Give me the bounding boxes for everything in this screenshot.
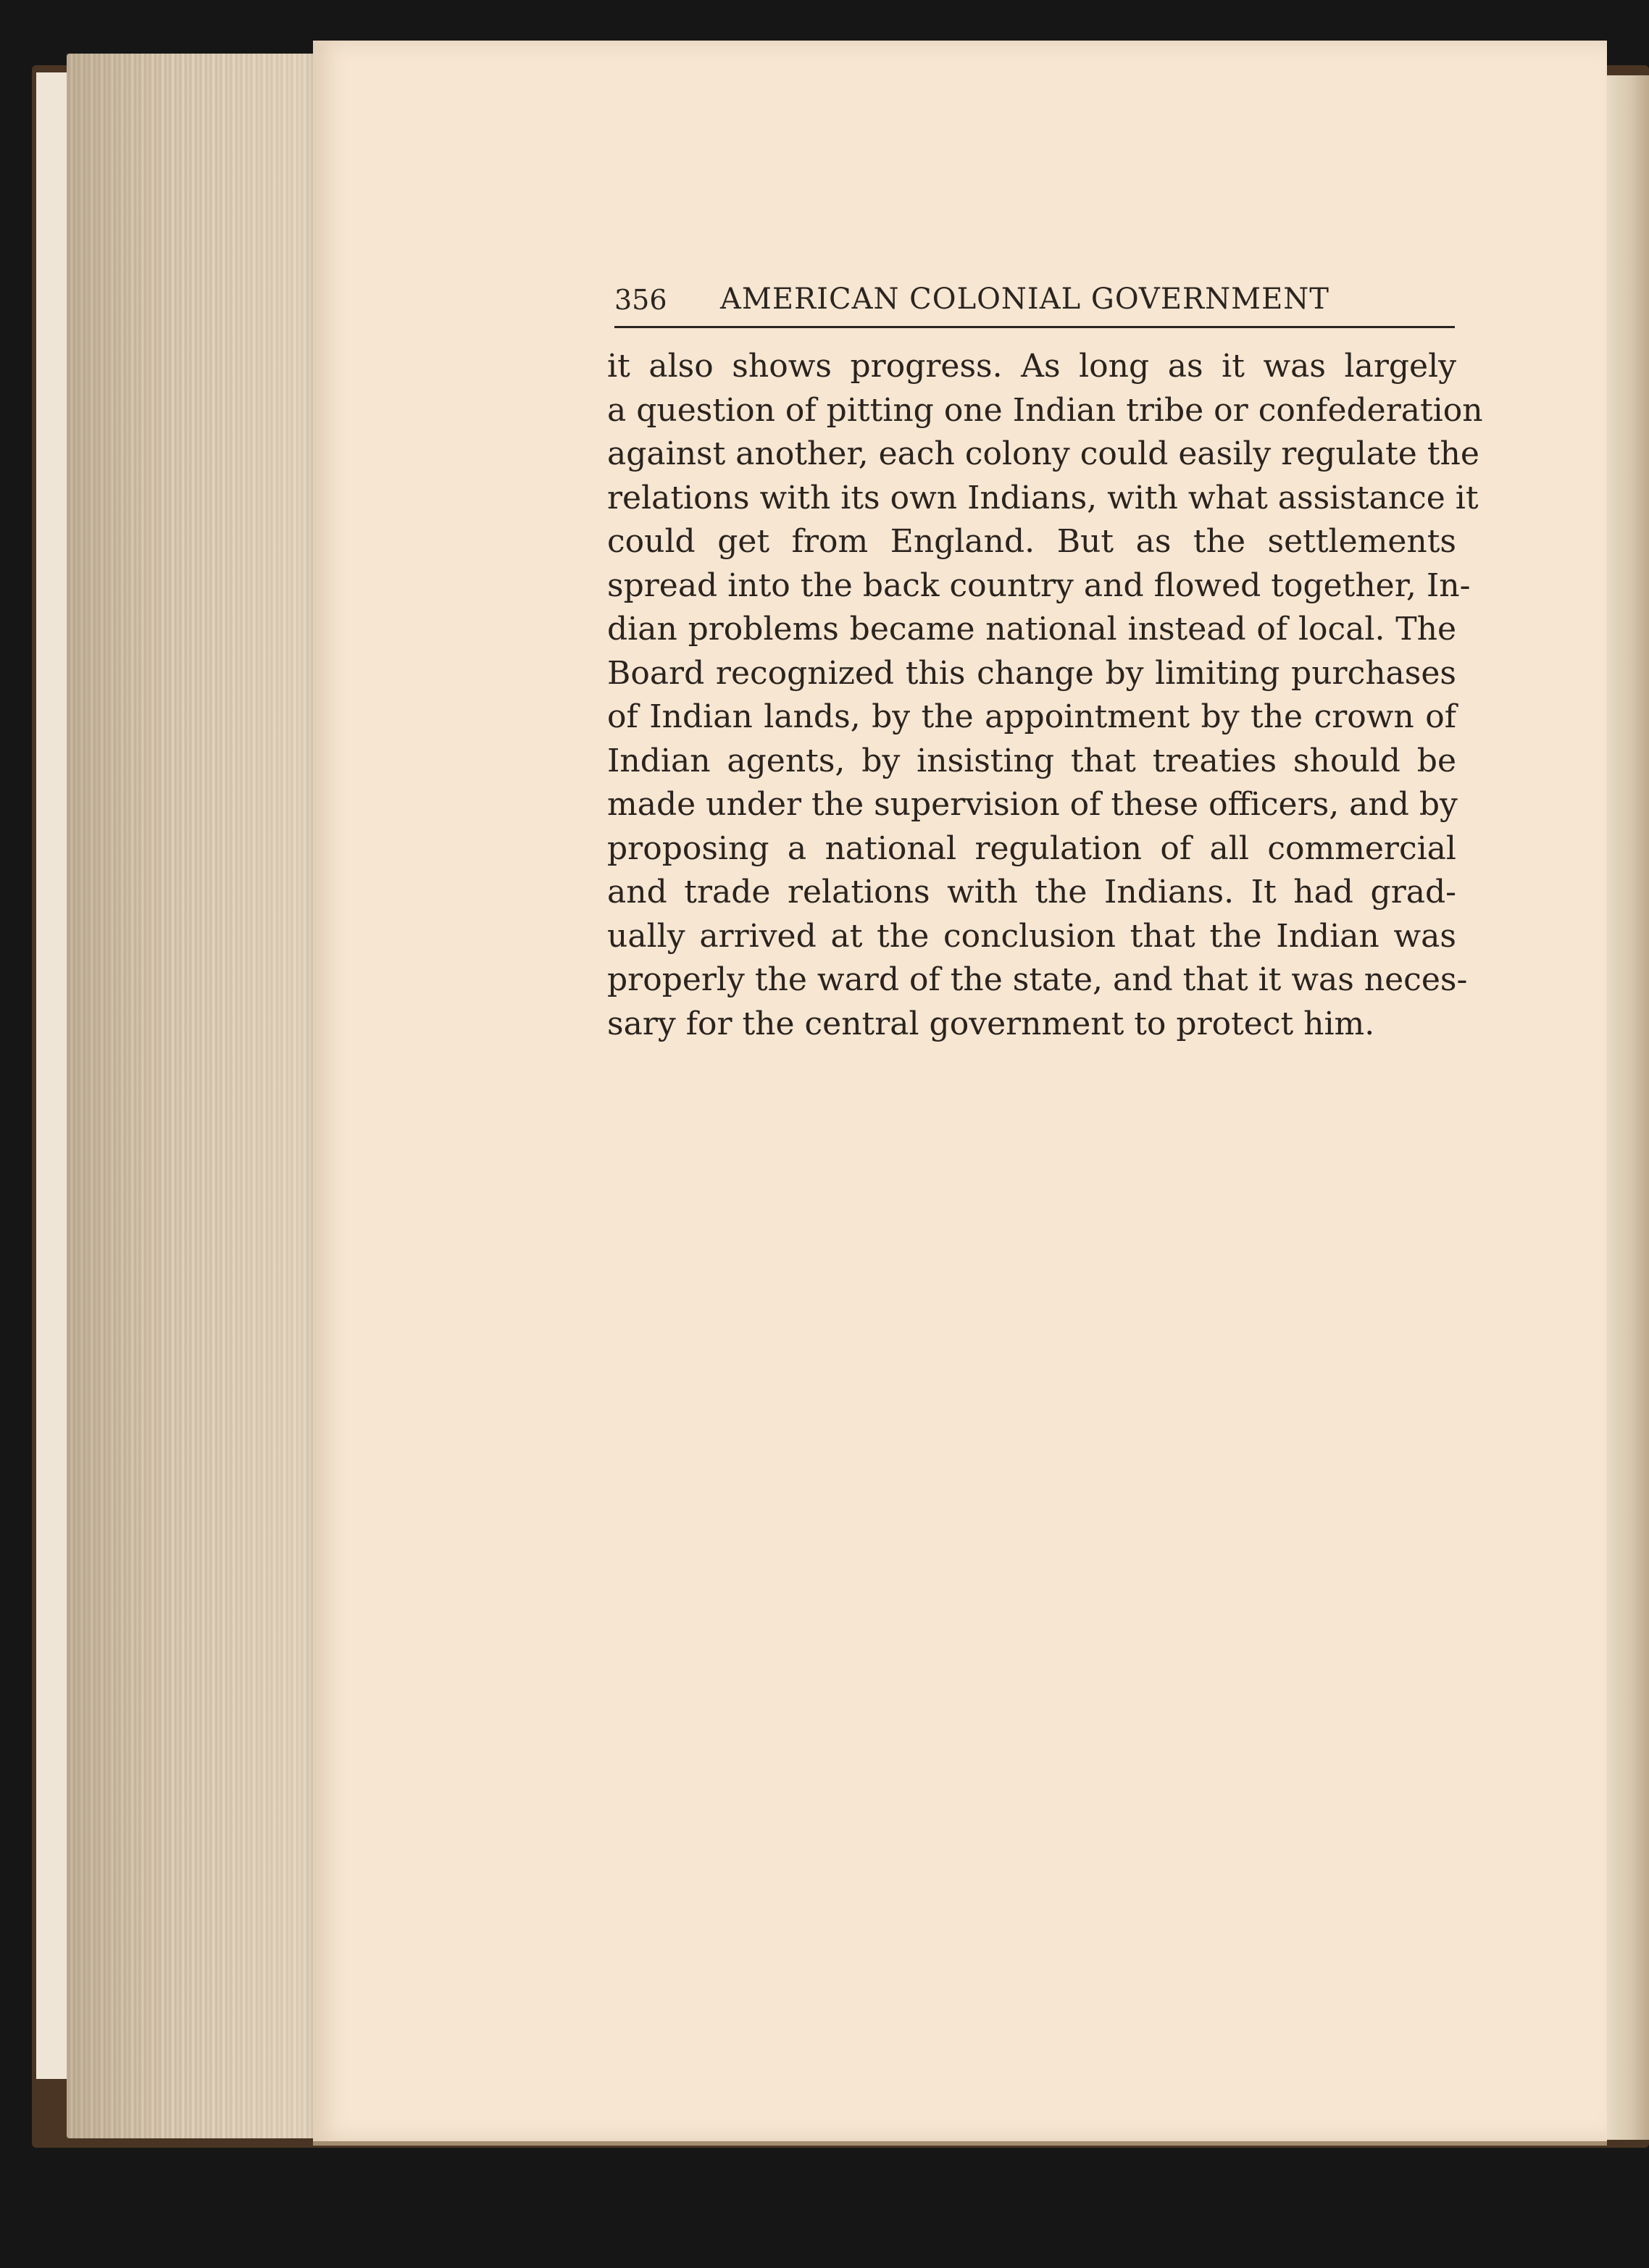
endpaper-edge [36, 72, 70, 2079]
text-line: it also shows progress. As long as it was largely [607, 348, 1456, 385]
text-line: ually arrived at the conclusion that the Indian was [607, 917, 1456, 955]
body-paragraph [607, 345, 1483, 1046]
text-line: Board recognized this change by limiting purchases [607, 654, 1456, 692]
text-line: and trade relations with the Indians. It had grad- [607, 874, 1456, 911]
text-line: a question of pitting one Indian tribe or confederation [607, 391, 1483, 429]
running-head-title: AMERICAN COLONIAL GOVERNMENT [720, 283, 1329, 316]
text-line: sary for the central government to protect him. [607, 1005, 1375, 1042]
text-line: dian problems became national instead of local. The [607, 611, 1456, 648]
text-line: made under the supervision of these officers, and by [607, 786, 1458, 823]
text-line: Indian agents, by insisting that treaties should be [607, 742, 1456, 779]
text-line: proposing a national regulation of all commercial [607, 829, 1456, 867]
text-line: against another, each colony could easily regulate the [607, 435, 1479, 472]
running-head [614, 280, 1455, 328]
right-page-edges [1604, 75, 1649, 2140]
text-line: spread into the back country and flowed together, In- [607, 566, 1471, 604]
text-line: could get from England. But as the settlements [607, 523, 1456, 560]
text-line: properly the ward of the state, and that it was neces- [607, 961, 1468, 998]
page-stack-shading [67, 54, 342, 2138]
text-line: of Indian lands, by the appointment by the crown of [607, 698, 1456, 735]
text-line: relations with its own Indians, with what assistance it [607, 479, 1479, 516]
page-number: 356 [614, 284, 667, 316]
